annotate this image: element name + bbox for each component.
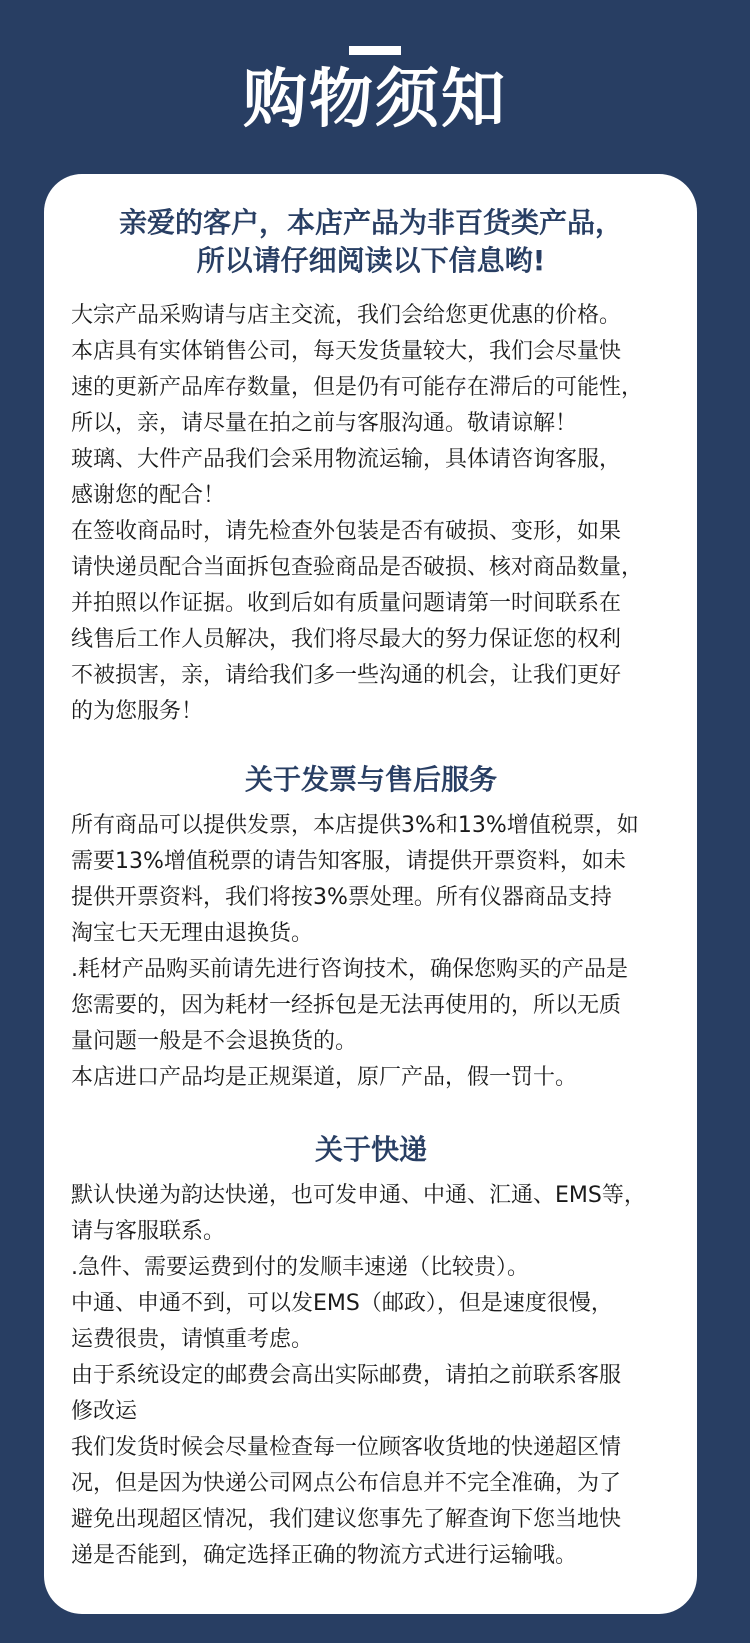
intro-paragraph: 本店具有实体销售公司，每天发货量较大，我们会尽量快 速的更新产品库存数量，但是仍有可能存在滞后的可能性， 所以，亲，请尽量在拍之前与客服沟通。敬请谅解！ — [71, 339, 644, 436]
express-paragraph: .急件、需要运费到付的发顺丰速递（比较贵）。 — [71, 1255, 529, 1280]
express-paragraph: 默认快递为韵达快递，也可发申通、中通、汇通、EMS等， 请与客服联系。 — [71, 1183, 646, 1244]
intro-block — [71, 298, 685, 730]
invoice-paragraph: .耗材产品购买前请先进行咨询技术，确保您购买的产品是 您需要的，因为耗材一经拆包是无法再使用的，所以无质 量问题一般是不会退换货的。 — [71, 957, 628, 1054]
intro-paragraph: 玻璃、大件产品我们会采用物流运输，具体请咨询客服， 感谢您的配合！ — [71, 447, 622, 508]
express-section-body — [71, 1178, 685, 1574]
card-heading-line: 所以请仔细阅读以下信息哟! — [196, 244, 546, 277]
invoice-paragraph: 本店进口产品均是正规渠道，原厂产品，假一罚十。 — [71, 1065, 578, 1090]
page-title: 购物须知 — [243, 63, 507, 137]
express-paragraph: 由于系统设定的邮费会高出实际邮费，请拍之前联系客服 修改运 — [71, 1363, 622, 1424]
card-heading — [71, 204, 671, 280]
invoice-paragraph: 所有商品可以提供发票，本店提供3%和13%增值税票，如 需要13%增值税票的请告知客服，请提供开票资料，如未 提供开票资料，我们将按3%票处理。所有仪器商品支持 淘宝七天无理由退换货。 — [71, 813, 639, 946]
notice-card — [44, 174, 697, 1614]
intro-paragraph: 大宗产品采购请与店主交流，我们会给您更优惠的价格。 — [71, 303, 622, 328]
express-paragraph: 中通、申通不到，可以发EMS（邮政），但是速度很慢， 运费很贵，请慎重考虑。 — [71, 1291, 613, 1352]
invoice-section-title: 关于发票与售后服务 — [244, 763, 497, 796]
express-paragraph: 我们发货时候会尽量检查每一位顾客收货地的快递超区情 况，但是因为快递公司网点公布信息并不完全准确，为了 避免出现超区情况，我们建议您事先了解查询下您当地快 递是否能到，确定选择正确的物流方式进行运输哦。 — [71, 1435, 622, 1568]
title-accent-bar — [349, 46, 401, 55]
express-section-title: 关于快递 — [314, 1133, 427, 1166]
intro-paragraph: 在签收商品时，请先检查外包装是否有破损、变形，如果 请快递员配合当面拆包查验商品是否破损、核对商品数量， 并拍照以作证据。收到后如有质量问题请第一时间联系在 线售后工作人员解决，我们将尽最大的努力保证您的权利 不被损害，亲，请给我们多一些沟通的机会，让我们更好 的为您服务！ — [71, 519, 644, 724]
card-heading-line: 亲爱的客户，本店产品为非百货类产品， — [118, 206, 623, 239]
invoice-section-body — [71, 808, 685, 1096]
